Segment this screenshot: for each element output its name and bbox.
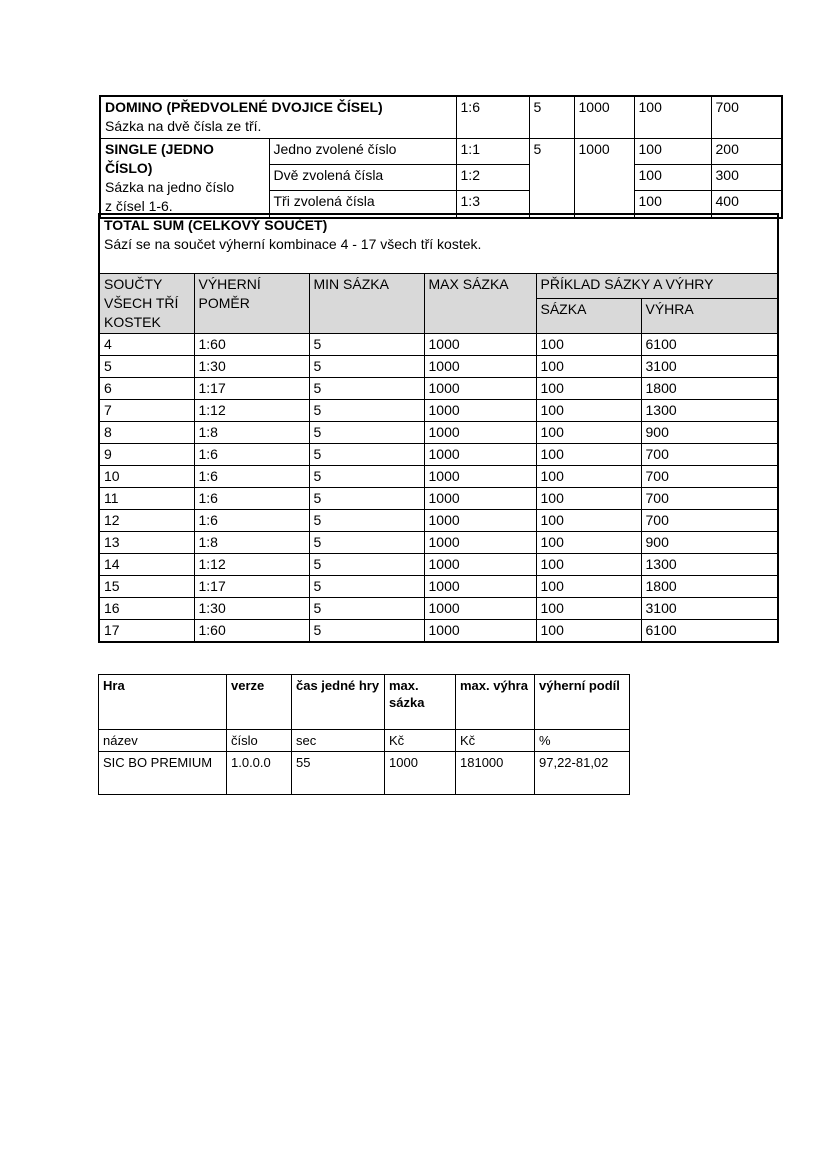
cell-ratio: 1:6 <box>456 96 529 138</box>
cell-max-bet: 1000 <box>424 575 536 597</box>
cell-example-bet: 100 <box>634 96 711 138</box>
cell-example-win: 6100 <box>641 333 778 355</box>
cell-total-sum-title <box>99 214 778 273</box>
unit-sec: sec <box>292 730 385 752</box>
cell-example-win: 700 <box>641 509 778 531</box>
header-min-bet: MIN SÁZKA <box>309 273 424 333</box>
cell-max-bet: 1000 <box>424 465 536 487</box>
cell-min-bet: 5 <box>309 553 424 575</box>
cell-option-label: Jedno zvolené číslo <box>269 138 456 164</box>
cell-min-bet: 5 <box>309 355 424 377</box>
cell-max-bet: 1000 <box>424 487 536 509</box>
cell-min-bet: 5 <box>529 138 574 218</box>
cell-sum: 11 <box>99 487 194 509</box>
cell-max-win: 181000 <box>456 752 535 795</box>
table-row <box>99 619 778 642</box>
header-row <box>99 675 630 730</box>
header-example-bet: SÁZKA <box>536 299 641 333</box>
cell-example-bet: 100 <box>536 575 641 597</box>
cell-example-bet: 100 <box>536 443 641 465</box>
cell-max-bet: 1000 <box>574 138 634 218</box>
cell-example-bet: 100 <box>634 191 711 218</box>
header-example-group: PŘÍKLAD SÁZKY A VÝHRY <box>536 273 778 299</box>
cell-example-bet: 100 <box>536 619 641 642</box>
header-version: verze <box>227 675 292 730</box>
cell-sum: 16 <box>99 597 194 619</box>
table-row <box>99 752 630 795</box>
cell-example-bet: 100 <box>634 164 711 190</box>
cell-max-bet: 1000 <box>424 597 536 619</box>
cell-sum: 4 <box>99 333 194 355</box>
header-game: Hra <box>99 675 227 730</box>
cell-example-win: 1800 <box>641 377 778 399</box>
cell-min-bet: 5 <box>309 421 424 443</box>
table-row <box>99 597 778 619</box>
cell-sum: 7 <box>99 399 194 421</box>
cell-max-bet: 1000 <box>385 752 456 795</box>
cell-max-bet: 1000 <box>424 509 536 531</box>
cell-max-bet: 1000 <box>424 619 536 642</box>
cell-example-win: 1800 <box>641 575 778 597</box>
cell-domino-label <box>100 96 456 138</box>
cell-example-win: 700 <box>641 487 778 509</box>
cell-example-win: 400 <box>711 191 782 218</box>
cell-example-bet: 100 <box>536 531 641 553</box>
cell-example-win: 700 <box>711 96 782 138</box>
cell-example-win: 6100 <box>641 619 778 642</box>
cell-ratio: 1:60 <box>194 333 309 355</box>
cell-max-bet: 1000 <box>424 553 536 575</box>
cell-sum: 14 <box>99 553 194 575</box>
cell-game-time: 55 <box>292 752 385 795</box>
single-description-line1: Sázka na jedno číslo <box>105 178 235 195</box>
cell-version: 1.0.0.0 <box>227 752 292 795</box>
cell-example-win: 700 <box>641 443 778 465</box>
total-sum-title: TOTAL SUM (CELKOVÝ SOUČET) <box>104 217 328 233</box>
unit-percent: % <box>535 730 630 752</box>
cell-option-label: Tři zvolená čísla <box>269 191 456 218</box>
cell-example-bet: 100 <box>536 377 641 399</box>
table-row <box>99 355 778 377</box>
header-payout-ratio: výherní podíl <box>535 675 630 730</box>
cell-sum: 10 <box>99 465 194 487</box>
cell-max-bet: 1000 <box>424 421 536 443</box>
unit-number: číslo <box>227 730 292 752</box>
total-sum-table <box>98 213 779 643</box>
table-row <box>100 138 782 164</box>
cell-example-win: 900 <box>641 531 778 553</box>
cell-example-bet: 100 <box>536 355 641 377</box>
cell-example-win: 700 <box>641 465 778 487</box>
cell-ratio: 1:17 <box>194 575 309 597</box>
cell-min-bet: 5 <box>529 96 574 138</box>
cell-min-bet: 5 <box>309 531 424 553</box>
cell-example-bet: 100 <box>536 553 641 575</box>
unit-name: název <box>99 730 227 752</box>
cell-example-win: 200 <box>711 138 782 164</box>
table-row <box>100 96 782 138</box>
cell-example-win: 3100 <box>641 355 778 377</box>
cell-min-bet: 5 <box>309 377 424 399</box>
cell-max-bet: 1000 <box>424 355 536 377</box>
cell-min-bet: 5 <box>309 399 424 421</box>
cell-sum: 12 <box>99 509 194 531</box>
header-max-bet: max. sázka <box>385 675 456 730</box>
cell-example-bet: 100 <box>536 399 641 421</box>
cell-ratio: 1:8 <box>194 531 309 553</box>
single-title: SINGLE (JEDNO ČÍSLO) <box>105 140 214 176</box>
cell-game-name: SIC BO PREMIUM <box>99 752 227 795</box>
table-row <box>99 214 778 273</box>
header-ratio: VÝHERNÍ POMĚR <box>194 273 309 333</box>
header-example-win: VÝHRA <box>641 299 778 333</box>
header-max-bet: MAX SÁZKA <box>424 273 536 333</box>
header-sums: SOUČTY VŠECH TŘÍ KOSTEK <box>99 273 194 333</box>
cell-ratio: 1:1 <box>456 138 529 164</box>
cell-sum: 8 <box>99 421 194 443</box>
cell-sum: 6 <box>99 377 194 399</box>
cell-max-bet: 1000 <box>424 377 536 399</box>
cell-example-bet: 100 <box>536 509 641 531</box>
cell-example-bet: 100 <box>536 465 641 487</box>
cell-ratio: 1:30 <box>194 355 309 377</box>
domino-title: DOMINO (PŘEDVOLENÉ DVOJICE ČÍSEL) <box>105 99 383 115</box>
cell-min-bet: 5 <box>309 465 424 487</box>
cell-max-bet: 1000 <box>424 443 536 465</box>
cell-example-win: 900 <box>641 421 778 443</box>
cell-ratio: 1:6 <box>194 465 309 487</box>
cell-min-bet: 5 <box>309 443 424 465</box>
single-description-line2: z čísel 1-6. <box>105 197 173 214</box>
cell-ratio: 1:30 <box>194 597 309 619</box>
cell-example-bet: 100 <box>536 487 641 509</box>
cell-min-bet: 5 <box>309 597 424 619</box>
cell-ratio: 1:12 <box>194 399 309 421</box>
bets-table <box>99 95 783 219</box>
total-sum-subtitle: Sází se na součet výherní kombinace 4 - 17 všech tří kostek. <box>104 236 482 252</box>
cell-ratio: 1:6 <box>194 443 309 465</box>
cell-ratio: 1:8 <box>194 421 309 443</box>
cell-ratio: 1:60 <box>194 619 309 642</box>
cell-payout-ratio: 97,22-81,02 <box>535 752 630 795</box>
table-row <box>99 377 778 399</box>
unit-currency-bet: Kč <box>385 730 456 752</box>
cell-example-win: 1300 <box>641 399 778 421</box>
cell-example-win: 1300 <box>641 553 778 575</box>
cell-ratio: 1:17 <box>194 377 309 399</box>
cell-option-label: Dvě zvolená čísla <box>269 164 456 190</box>
table-row <box>99 333 778 355</box>
cell-sum: 15 <box>99 575 194 597</box>
cell-sum: 9 <box>99 443 194 465</box>
table-row <box>99 465 778 487</box>
cell-min-bet: 5 <box>309 619 424 642</box>
unit-currency-win: Kč <box>456 730 535 752</box>
cell-max-bet: 1000 <box>424 531 536 553</box>
cell-ratio: 1:6 <box>194 487 309 509</box>
cell-example-bet: 100 <box>634 138 711 164</box>
cell-sum: 5 <box>99 355 194 377</box>
header-row <box>99 273 778 299</box>
cell-min-bet: 5 <box>309 575 424 597</box>
cell-example-bet: 100 <box>536 597 641 619</box>
table-row <box>99 531 778 553</box>
game-info-table <box>98 674 630 795</box>
cell-min-bet: 5 <box>309 487 424 509</box>
units-row <box>99 730 630 752</box>
header-game-time: čas jedné hry <box>292 675 385 730</box>
cell-min-bet: 5 <box>309 333 424 355</box>
domino-description: Sázka na dvě čísla ze tří. <box>105 118 262 134</box>
header-max-win: max. výhra <box>456 675 535 730</box>
table-row <box>99 487 778 509</box>
cell-min-bet: 5 <box>309 509 424 531</box>
cell-example-win: 3100 <box>641 597 778 619</box>
cell-example-bet: 100 <box>536 421 641 443</box>
cell-sum: 13 <box>99 531 194 553</box>
cell-ratio: 1:2 <box>456 164 529 190</box>
cell-example-bet: 100 <box>536 333 641 355</box>
table-row <box>99 553 778 575</box>
table-row <box>99 421 778 443</box>
cell-ratio: 1:12 <box>194 553 309 575</box>
cell-max-bet: 1000 <box>424 399 536 421</box>
table-row <box>99 399 778 421</box>
cell-ratio: 1:3 <box>456 191 529 218</box>
cell-max-bet: 1000 <box>424 333 536 355</box>
table-row <box>99 509 778 531</box>
table-row <box>99 575 778 597</box>
cell-single-label <box>100 138 269 218</box>
cell-sum: 17 <box>99 619 194 642</box>
cell-max-bet: 1000 <box>574 96 634 138</box>
cell-ratio: 1:6 <box>194 509 309 531</box>
cell-example-win: 300 <box>711 164 782 190</box>
table-row <box>99 443 778 465</box>
